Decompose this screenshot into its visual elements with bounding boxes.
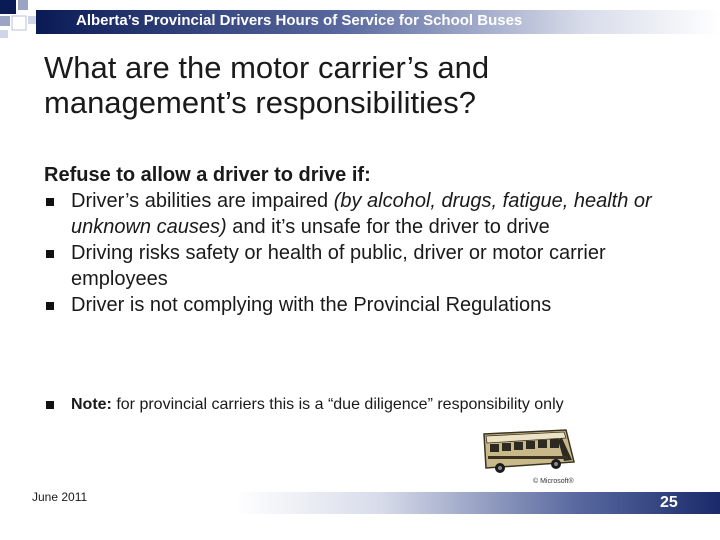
note-label: Note: <box>71 396 112 413</box>
bullet-text: Driver’s abilities are impaired <box>71 190 334 212</box>
bullet-text: Driver is not complying with the Provincial Regulations <box>71 294 552 316</box>
note-text: for provincial carriers this is a “due diligence” responsibility only <box>111 396 564 413</box>
header-title: Alberta’s Provincial Drivers Hours of Service for School Buses <box>76 12 523 29</box>
bullet-text: and it’s unsafe for the driver to drive <box>226 216 550 238</box>
note-bullet-item <box>44 394 704 416</box>
bullet-item <box>44 240 704 292</box>
slide-title: What are the motor carrier’s and management’s responsibilities? <box>44 50 490 120</box>
bullet-square-icon <box>46 250 54 258</box>
bullet-italic-text: (by alcohol, drugs, fatigue, health or unknown causes) <box>71 190 652 238</box>
lead-text: Refuse to allow a driver to drive if: <box>44 164 371 186</box>
page-number: 25 <box>660 494 678 511</box>
school-bus-icon <box>478 424 578 476</box>
footer-date: June 2011 <box>32 490 88 504</box>
image-credit: © Microsoft® <box>533 478 574 485</box>
footer-bar <box>234 492 720 514</box>
note-item <box>44 394 704 416</box>
bullet-item <box>44 188 704 240</box>
bullet-text: Driving risks safety or health of public, driver or motor carrier employees <box>71 242 606 290</box>
bullet-item <box>44 292 704 318</box>
slide-body <box>44 162 704 318</box>
bullet-square-icon <box>46 401 54 409</box>
bullet-square-icon <box>46 302 54 310</box>
bullet-square-icon <box>46 198 54 206</box>
